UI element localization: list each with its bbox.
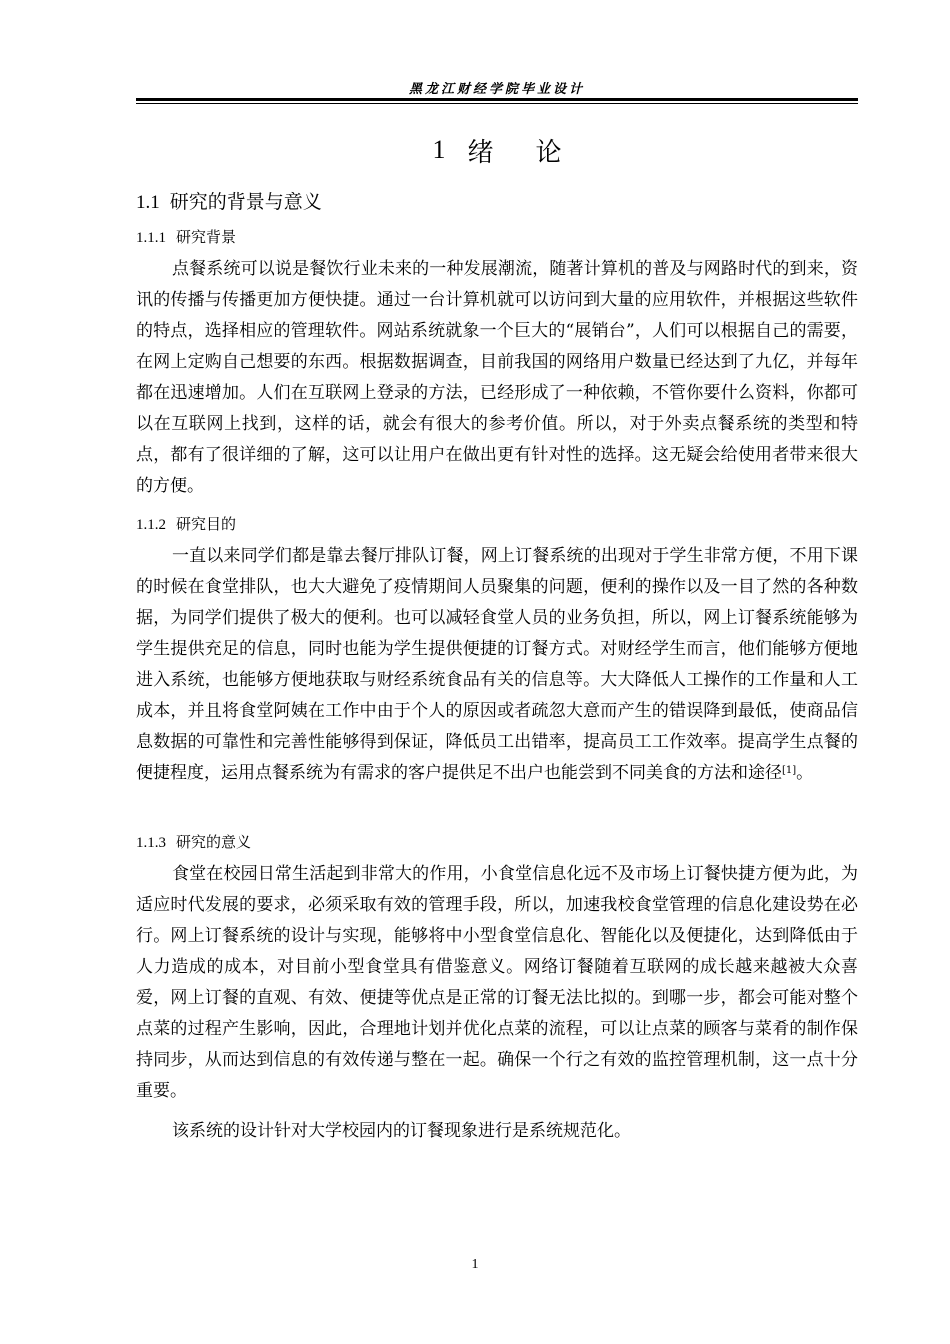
page-number: 1 (471, 1257, 479, 1272)
paragraph-background: 点餐系统可以说是餐饮行业未来的一种发展潮流，随著计算机的普及与网路时代的到来，资讯的传播与传播更加方便快捷。通过一台计算机就可以访问到大量的应用软件，并根据这些软件的特点，选择相应的管理软件。网站系统就象一个巨大的“展销台”，人们可以根据自己的需要，在网上定购自己想要的东西。根据数据调查，目前我国的网络用户数量已经达到了九亿，并每年都在迅速增加。人们在互联网上登录的方法，已经形成了一种依赖，不管你要什么资料，你都可以在互联网上找到，这样的话，就会有很大的参考价值。所以，对于外卖点餐系统的类型和特点，都有了很详细的了解，这可以让用户在做出更有针对性的选择。这无疑会给使用者带来很大的方便。 (136, 259, 858, 496)
subsection-number: 1.1.2 (136, 517, 166, 533)
paragraph-purpose (136, 541, 858, 789)
subsection-title: 研究背景 (176, 228, 237, 246)
citation-ref: [1] (782, 765, 797, 776)
chapter-title (136, 130, 858, 170)
subsection-title: 研究的意义 (176, 833, 252, 851)
subsection-heading-1-1-2 (136, 512, 236, 537)
running-header: 黑龙江财经学院毕业设计 (408, 82, 585, 97)
header-rule-thick (136, 98, 858, 101)
subsection-title: 研究目的 (176, 515, 237, 533)
chapter-title-char-1: 绪 (467, 137, 494, 168)
subsection-number: 1.1.3 (136, 835, 166, 851)
chapter-number: 1 (432, 135, 446, 164)
section-number: 1.1 (136, 192, 160, 213)
subsection-heading-1-1-3 (136, 830, 251, 855)
paragraph-summary: 该系统的设计针对大学校园内的订餐现象进行是系统规范化。 (172, 1121, 631, 1141)
header-rule-thin (136, 103, 858, 104)
section-title: 研究的背景与意义 (169, 191, 322, 213)
paragraph-significance: 食堂在校园日常生活起到非常大的作用，小食堂信息化远不及市场上订餐快捷方便为此，为适应时代发展的要求，必须采取有效的管理手段，所以，加速我校食堂管理的信息化建设势在必行。网上订餐系统的设计与实现，能够将中小型食堂信息化、智能化以及便捷化，达到降低由于人力造成的成本，对目前小型食堂具有借鉴意义。网络订餐随着互联网的成长越来越被大众喜爱，网上订餐的直观、有效、便捷等优点是正常的订餐无法比拟的。到哪一步，都会可能对整个点菜的过程产生影响，因此，合理地计划并优化点菜的流程，可以让点菜的顾客与菜肴的制作保持同步，从而达到信息的有效传递与整在一起。确保一个行之有效的监控管理机制，这一点十分重要。 (136, 864, 858, 1101)
paragraph-purpose-text: 一直以来同学们都是靠去餐厅排队订餐，网上订餐系统的出现对于学生非常方便，不用下课的时候在食堂排队，也大大避免了疫情期间人员聚集的问题，便利的操作以及一目了然的各种数据，为同学们提供了极大的便利。也可以减轻食堂人员的业务负担，所以，网上订餐系统能够为学生提供充足的信息，同时也能为学生提供便捷的订餐方式。对财经学生而言，他们能够方便地进入系统，也能够方便地获取与财经系统食品有关的信息等。大大降低人工操作的工作量和人工成本，并且将食堂阿姨在工作中由于个人的原因或者疏忽大意而产生的错误降到最低，使商品信息数据的可靠性和完善性能够得到保证，降低员工出错率，提高员工工作效率。提高学生点餐的便捷程度，运用点餐系统为有需求的客户提供足不出户也能尝到不同美食的方法和途径 (136, 546, 858, 783)
chapter-title-char-2: 论 (535, 137, 562, 168)
subsection-number: 1.1.1 (136, 230, 166, 246)
subsection-heading-1-1-1 (136, 225, 236, 250)
paragraph-purpose-tail: 。 (796, 763, 814, 783)
section-heading-1-1 (136, 188, 322, 217)
